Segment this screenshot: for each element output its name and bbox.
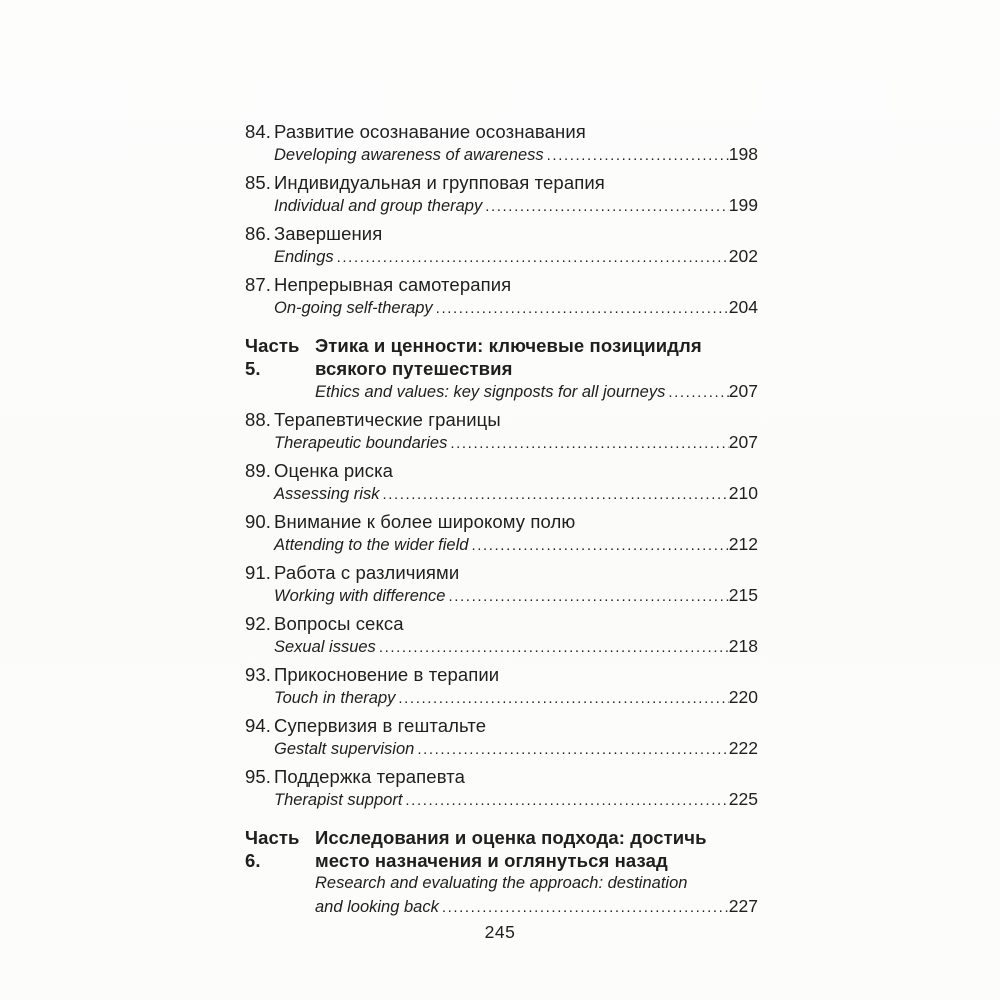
entry-subtitle-row (245, 872, 758, 895)
toc-part-entry (245, 826, 758, 919)
entry-title-row (245, 612, 758, 635)
entry-title-row (245, 765, 758, 788)
entry-subtitle-en: Therapist support (274, 791, 403, 809)
dotted-leader (337, 246, 729, 269)
table-of-contents (245, 120, 758, 923)
entry-title-row (245, 171, 758, 194)
entry-title-row (245, 459, 758, 482)
entry-page-number: 202 (728, 246, 758, 266)
dotted-leader (485, 195, 729, 218)
entry-title-row (245, 273, 758, 296)
entry-subtitle-row (245, 533, 758, 557)
dotted-leader (668, 381, 728, 404)
entry-subtitle-en: Assessing risk (274, 485, 380, 503)
entry-title-ru: Терапевтические границы (274, 409, 501, 430)
entry-number: 93. (245, 664, 272, 685)
entry-title-ru: Непрерывная самотерапия (274, 274, 512, 295)
entry-subtitle-row (245, 380, 758, 404)
entry-page-number: 210 (728, 483, 758, 503)
dotted-leader (382, 483, 728, 506)
entry-subtitle-en: and looking back (315, 898, 439, 916)
entry-title-ru: Поддержка терапевта (274, 766, 465, 787)
entry-subtitle-en: Individual and group therapy (274, 197, 483, 215)
dotted-leader (398, 687, 728, 710)
entry-subtitle-row (245, 584, 758, 608)
toc-part-entry (245, 334, 758, 404)
entry-subtitle-en: Sexual issues (274, 638, 376, 656)
toc-item-entry (245, 408, 758, 455)
toc-item-entry (245, 222, 758, 269)
entry-title-ru: Внимание к более широкому полю (274, 511, 576, 532)
entry-title-ru: Вопросы секса (274, 613, 404, 634)
entry-page-number: 222 (728, 738, 758, 758)
dotted-leader (547, 144, 729, 167)
dotted-leader (449, 585, 729, 608)
entry-title-ru: Прикосновение в терапии (274, 664, 500, 685)
entry-title-ru: Индивидуальная и групповая терапия (274, 172, 605, 193)
dotted-leader (436, 297, 729, 320)
dotted-leader (471, 534, 728, 557)
entry-number: 91. (245, 562, 272, 583)
toc-item-entry (245, 561, 758, 608)
entry-subtitle-row (245, 895, 758, 919)
entry-page-number: 212 (728, 534, 758, 554)
entry-subtitle-row (245, 296, 758, 320)
toc-item-entry (245, 765, 758, 812)
entry-title-row (245, 334, 758, 380)
entry-subtitle-row (245, 737, 758, 761)
entry-subtitle-en: Working with difference (274, 587, 446, 605)
toc-item-entry (245, 714, 758, 761)
entry-page-number: 199 (728, 195, 758, 215)
entry-subtitle-en: Ethics and values: key signposts for all journeys (315, 383, 666, 401)
entry-subtitle-row (245, 686, 758, 710)
entry-number: 89. (245, 460, 272, 481)
dotted-leader (450, 432, 728, 455)
page-footer-number: 245 (484, 922, 516, 942)
entry-title-row (245, 510, 758, 533)
entry-subtitle-en: Therapeutic boundaries (274, 434, 448, 452)
entry-page-number: 225 (728, 789, 758, 809)
entry-title-ru: Завершения (274, 223, 383, 244)
entry-title-row (245, 561, 758, 584)
entry-title-ru: Оценка риска (274, 460, 394, 481)
entry-title-row (245, 408, 758, 431)
entry-subtitle-en: On-going self-therapy (274, 299, 433, 317)
entry-page-number: 207 (728, 432, 758, 452)
entry-subtitle-en: Gestalt supervision (274, 740, 415, 758)
entry-page-number: 218 (728, 636, 758, 656)
entry-page-number: 227 (728, 896, 758, 916)
dotted-leader (379, 636, 729, 659)
entry-number: 94. (245, 715, 272, 736)
entry-number: 92. (245, 613, 272, 634)
toc-item-entry (245, 612, 758, 659)
toc-item-entry (245, 171, 758, 218)
entry-subtitle-en: Endings (274, 248, 334, 266)
entry-title-ru: Исследования и оценка подхода: достичь место назначения и оглянуться назад (315, 827, 707, 871)
entry-title-ru: Работа с различиями (274, 562, 460, 583)
entry-subtitle-en: Touch in therapy (274, 689, 396, 707)
entry-page-number: 215 (728, 585, 758, 605)
entry-subtitle-row (245, 194, 758, 218)
dotted-leader (442, 896, 729, 919)
entry-number: 95. (245, 766, 272, 787)
entry-page-number: 220 (728, 687, 758, 707)
entry-number: 85. (245, 172, 272, 193)
entry-number: 84. (245, 121, 272, 142)
toc-item-entry (245, 459, 758, 506)
toc-item-entry (245, 273, 758, 320)
entry-subtitle-row (245, 143, 758, 167)
entry-subtitle-en: Research and evaluating the approach: destination (315, 874, 688, 892)
entry-number: 87. (245, 274, 272, 295)
entry-subtitle-row (245, 482, 758, 506)
entry-subtitle-en: Developing awareness of awareness (274, 146, 544, 164)
entry-page-number: 204 (728, 297, 758, 317)
entry-subtitle-row (245, 245, 758, 269)
entry-page-number: 207 (728, 381, 758, 401)
entry-number: 90. (245, 511, 272, 532)
entry-title-row (245, 663, 758, 686)
dotted-leader (417, 738, 728, 761)
entry-title-ru: Супервизия в гештальте (274, 715, 487, 736)
toc-item-entry (245, 120, 758, 167)
entry-subtitle-en: Attending to the wider field (274, 536, 469, 554)
entry-number: 86. (245, 223, 272, 244)
entry-title-ru: Развитие осознавание осознавания (274, 121, 586, 142)
entry-title-row (245, 120, 758, 143)
dotted-leader (405, 789, 728, 812)
entry-number: 88. (245, 409, 272, 430)
entry-title-row (245, 826, 758, 872)
entry-title-ru: Этика и ценности: ключевые позициидля всякого путешествия (315, 335, 702, 379)
toc-item-entry (245, 663, 758, 710)
part-label: Часть 6. (245, 827, 300, 871)
toc-item-entry (245, 510, 758, 557)
part-label: Часть 5. (245, 335, 300, 379)
entry-title-row (245, 714, 758, 737)
entry-subtitle-row (245, 788, 758, 812)
entry-subtitle-row (245, 635, 758, 659)
entry-title-row (245, 222, 758, 245)
entry-page-number: 198 (728, 144, 758, 164)
entry-subtitle-row (245, 431, 758, 455)
